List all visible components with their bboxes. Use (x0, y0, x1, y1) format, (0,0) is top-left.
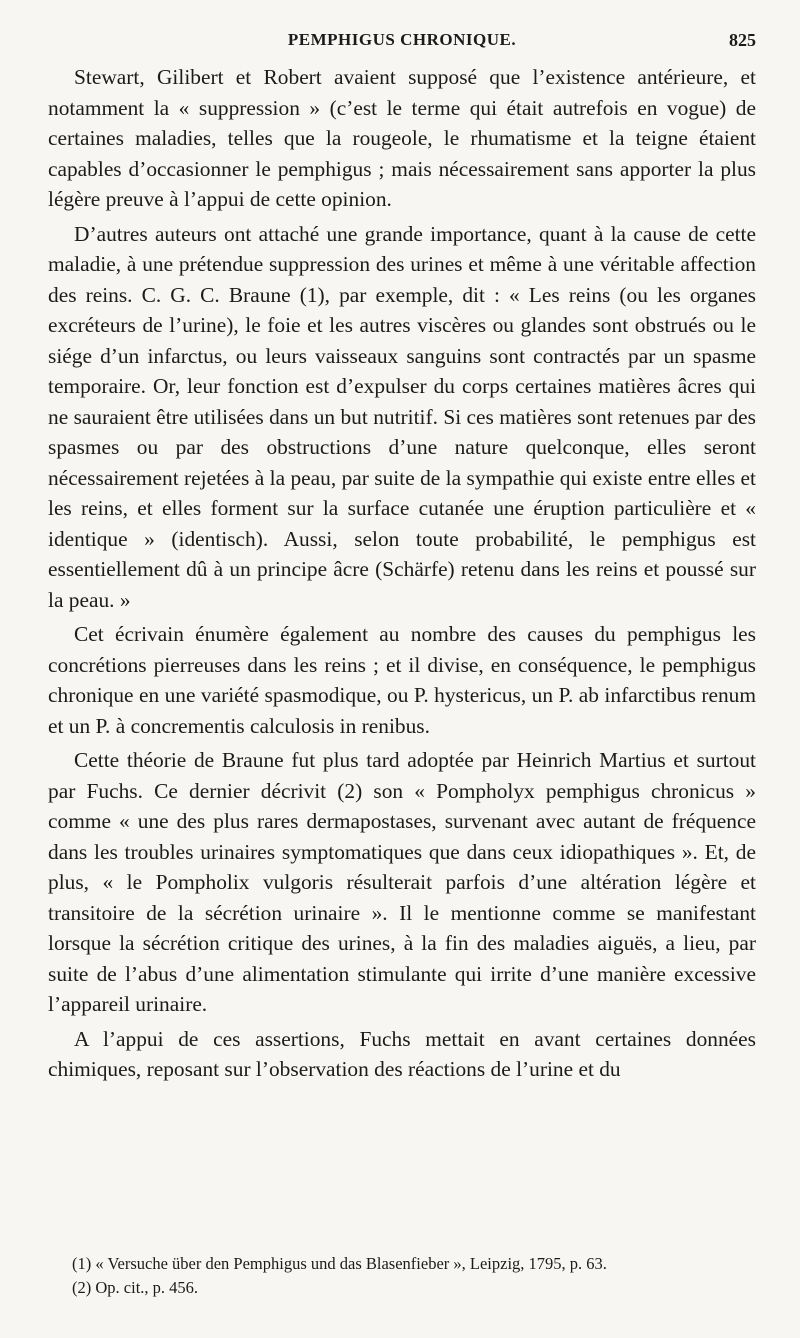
footnote: (1) « Versuche über den Pemphigus und das Blasenfieber », Leipzig, 1795, p. 63. (72, 1254, 607, 1273)
page-number: 825 (729, 30, 756, 50)
paragraph: D’autres auteurs ont attaché une grande importance, quant à la cause de cette maladie, à une prétendue suppression des urines et même à une véritable affection des reins. C. G. C. Braune (1), par exemple, dit : « Les reins (ou les organes excréteurs de l’urine), le foie et les autres viscères ou glandes sont obstrués ou le siége d’un infarctus, ou leurs vaisseaux sanguins sont contractés par un spasme temporaire. Or, leur fonction est d’expulser du corps certaines matières âcres qui ne sauraient être utilisées dans un but nutritif. Si ces matières sont retenues par des spasmes ou par des obstructions d’une nature quelconque, elles seront nécessairement rejetées à la peau, par suite de la sympathie qui existe entre elles et les reins, et elles forment sur la surface cutanée une éruption particulière et « identique » (identisch). Aussi, selon toute probabilité, le pemphigus est essentiellement dû à un principe âcre (Schärfe) retenu dans les reins et poussé sur la peau. » (48, 221, 756, 612)
running-title: PEMPHIGUS CHRONIQUE. (287, 30, 517, 49)
paragraph: Stewart, Gilibert et Robert avaient supposé que l’existence antérieure, et notamment la « suppression » (c’est le terme qui était autrefois en vogue) de certaines maladies, telles que la rougeole, le rhumatisme et la teigne étaient capables d’occasionner le pemphigus ; mais nécessairement sans apporter la plus légère preuve à l’appui de cette opinion. (48, 65, 756, 211)
body-text (48, 62, 756, 1085)
page-header (48, 30, 756, 58)
footnotes (72, 1252, 762, 1300)
footnote: (2) Op. cit., p. 456. (72, 1278, 199, 1297)
paragraph: Cet écrivain énumère également au nombre des causes du pemphigus les concrétions pierreuses dans les reins ; et il divise, en conséquence, le pemphigus chronique en une variété spasmodique, ou P. hystericus, un P. ab infarctibus renum et un P. à concrementis calculosis in renibus. (48, 622, 756, 738)
paragraph: A l’appui de ces assertions, Fuchs mettait en avant certaines données chimiques, reposant sur l’observation des réactions de l’urine et du (48, 1026, 756, 1081)
paragraph: Cette théorie de Braune fut plus tard adoptée par Heinrich Martius et surtout par Fuchs. Ce dernier décrivit (2) son « Pompholyx pemphigus chronicus » comme « une des plus rares dermapostases, survenant avec autant de fréquence dans les troubles urinaires symptomatiques que dans ceux idiopathiques ». Et, de plus, « le Pompholix vulgoris résulterait parfois d’une altération légère et transitoire de la sécrétion urinaire ». Il le mentionne comme se manifestant lorsque la sécrétion critique des urines, à la fin des maladies aiguës, a lieu, par suite de l’abus d’une alimentation stimulante qui irrite d’une manière excessive l’appareil urinaire. (48, 748, 756, 1016)
